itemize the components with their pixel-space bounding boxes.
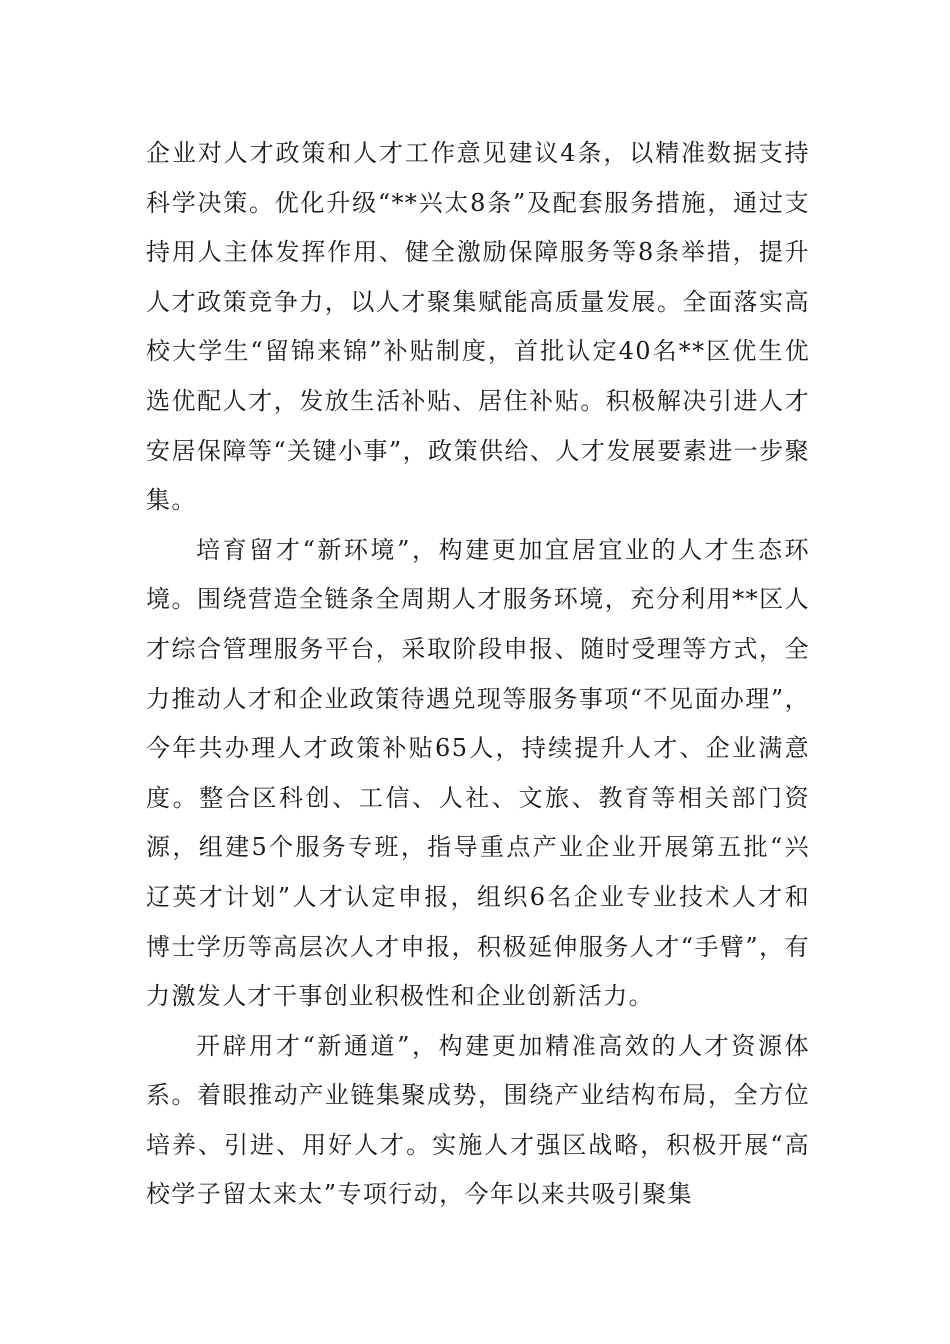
document-body xyxy=(146,129,810,1220)
paragraph-3: 开辟用才“新通道”，构建更加精准高效的人才资源体系。着眼推动产业链集聚成势，围绕产业结构布局，全方位培养、引进、用好人才。实施人才强区战略，积极开展“高校学子留太来太”专项行动，今年以来共吸引聚集 xyxy=(146,1031,810,1209)
paragraph-2: 培育留才“新环境”，构建更加宜居宜业的人才生态环境。围绕营造全链条全周期人才服务环境，充分利用**区人才综合管理服务平台，采取阶段申报、随时受理等方式，全力推动人才和企业政策待遇兑现等服务事项“不见面办理”，今年共办理人才政策补贴65人，持续提升人才、企业满意度。整合区科创、工信、人社、文旅、教育等相关部门资源，组建5个服务专班，指导重点产业企业开展第五批“兴辽英才计划”人才认定申报，组织6名企业专业技术人才和博士学历等高层次人才申报，积极延伸服务人才“手臂”，有力激发人才干事创业积极性和企业创新活力。 xyxy=(146,535,810,1011)
paragraph-1: 企业对人才政策和人才工作意见建议4条，以精准数据支持科学决策。优化升级“**兴太8条”及配套服务措施，通过支持用人主体发挥作用、健全激励保障服务等8条举措，提升人才政策竞争力，以人才聚集赋能高质量发展。全面落实高校大学生“留锦来锦”补贴制度，首批认定40名**区优生优选优配人才，发放生活补贴、居住补贴。积极解决引进人才安居保障等“关键小事”，政策供给、人才发展要素进一步聚集。 xyxy=(146,139,810,515)
